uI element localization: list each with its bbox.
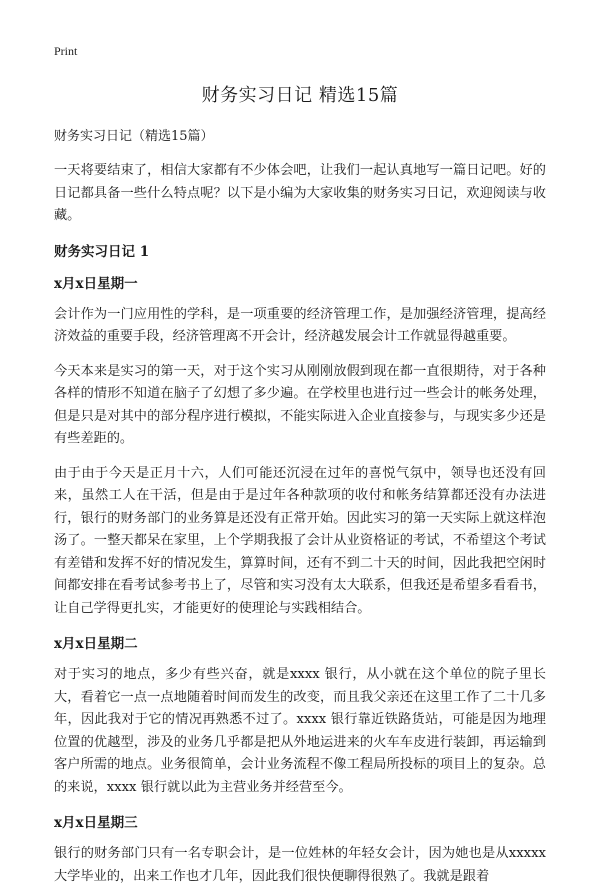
entry-paragraph: 今天本来是实习的第一天，对于这个实习从刚刚放假到现在都一直很期待，对于各种各样的情形不知道在脑子了幻想了多少遍。在学校里也进行过一些会计的帐务处理，但是只是对其中的部分程序进行模拟，不能实际进入企业直接参与，与现实多少还是有些差距的。: [54, 363, 546, 446]
entry-date: x月x日星期二: [54, 636, 138, 652]
page-title: 财务实习日记 精选15篇: [201, 85, 399, 106]
section-heading: 财务实习日记 1: [54, 243, 150, 260]
intro-paragraph: 一天将要结束了，相信大家都有不少体会吧，让我们一起认真地写一篇日记吧。好的日记都具备一些什么特点呢？以下是小编为大家收集的财务实习日记，欢迎阅读与收藏。: [54, 163, 546, 223]
print-link[interactable]: Print: [54, 44, 78, 58]
entry-paragraph: 会计作为一门应用性的学科，是一项重要的经济管理工作，是加强经济管理，提高经济效益的重要手段，经济管理离不开会计，经济越发展会计工作就显得越重要。: [54, 306, 546, 344]
entry-paragraph: 对于实习的地点，多少有些兴奋，就是xxxx 银行，从小就在这个单位的院子里长大，看着它一点一点地随着时间而发生的改变，而且我父亲还在这里工作了二十几多年，因此我对于它的情况再熟悉不过了。xxxx 银行靠近铁路货站，可能是因为地理位置的优越型，涉及的业务几乎都是把从外地运进来的火车车皮进行装卸，再运输到客户所需的地点。业务很简单，会计业务流程不像工程局所投标的项目上的复杂。总的来说，xxxx 银行就以此为主营业务并经营至今。: [54, 667, 546, 795]
entry-paragraph: 银行的财务部门只有一名专职会计，是一位姓林的年轻女会计，因为她也是从xxxxx 大学毕业的，出来工作也才几年，因此我们很快便聊得很熟了。我就是跟着: [54, 846, 546, 884]
document-subtitle: 财务实习日记（精选15篇）: [54, 129, 214, 144]
entry-paragraph: 由于由于今天是正月十六，人们可能还沉浸在过年的喜悦气氛中，领导也还没有回来，虽然工人在干活，但是由于是过年各种款项的收付和帐务结算都还没有办法进行，银行的财务部门的业务算是还没有正常开始。因此实习的第一天实际上就这样泡汤了。一整天都呆在家里，上个学期我报了会计从业资格证的考试，不希望这个考试有差错和发挥不好的情况发生，算算时间，还有不到二十天的时间，因此我把空闲时间都安排在看考试参考书上了，尽管和实习没有太大联系，但我还是希望多看看书，让自己学得更扎实，才能更好的使理论与实践相结合。: [54, 465, 546, 616]
entry-date: x月x日星期一: [54, 275, 138, 292]
entry-date: x月x日星期三: [54, 815, 138, 831]
